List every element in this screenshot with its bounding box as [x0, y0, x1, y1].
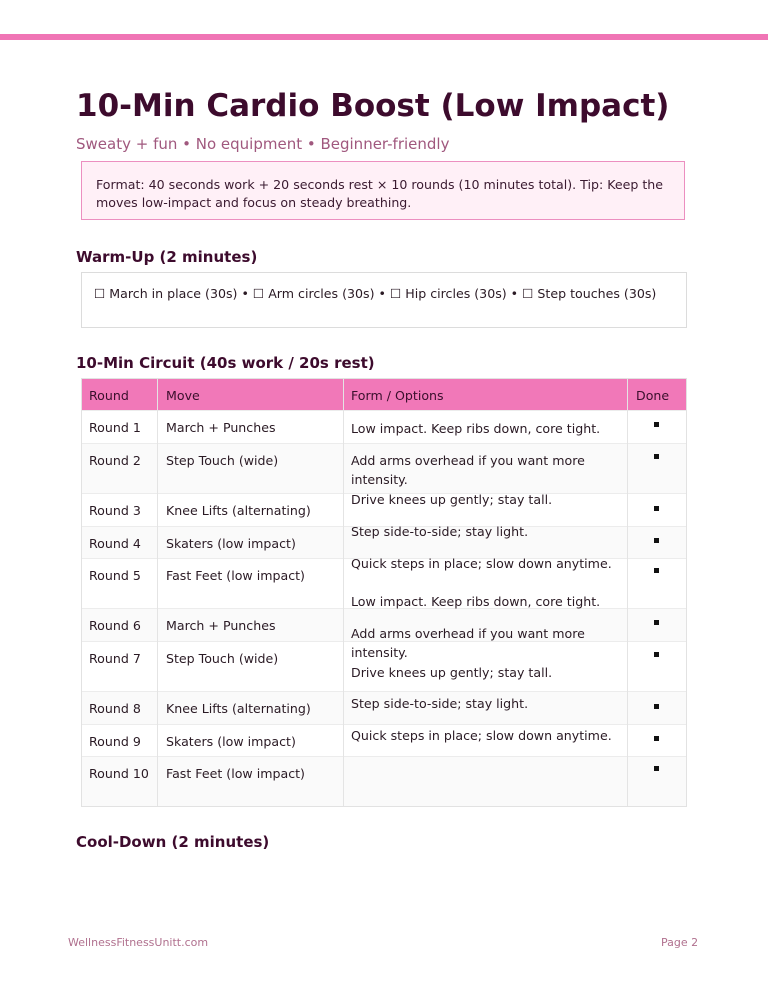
done-marker[interactable] — [654, 652, 659, 657]
round-cell: Round 3 — [89, 503, 141, 518]
form-options-cell: Low impact. Keep ribs down, core tight. — [351, 421, 601, 436]
footer-site: WellnessFitnessUnitt.com — [68, 936, 209, 949]
form-options-cell: Drive knees up gently; stay tall. — [351, 492, 553, 507]
circuit-heading: 10-Min Circuit (40s work / 20s rest) — [76, 354, 375, 372]
round-cell: Round 4 — [89, 536, 141, 551]
form-options-cell: Add arms overhead if you want more intensity. — [351, 453, 585, 487]
page-title: 10-Min Cardio Boost (Low Impact) — [76, 88, 670, 124]
form-options-cell: Add arms overhead if you want more intensity. — [351, 626, 585, 660]
done-marker[interactable] — [654, 736, 659, 741]
round-cell: Round 7 — [89, 651, 141, 666]
done-marker[interactable] — [654, 506, 659, 511]
move-cell: Fast Feet (low impact) — [166, 568, 305, 583]
round-cell: Round 9 — [89, 734, 141, 749]
column-header-form: Form / Options — [351, 388, 444, 403]
warmup-items: ☐ March in place (30s) • ☐ Arm circles (30s) • ☐ Hip circles (30s) • ☐ Step touches (30s) — [94, 286, 657, 301]
done-marker[interactable] — [654, 620, 659, 625]
move-cell: March + Punches — [166, 420, 276, 435]
page-subtitle: Sweaty + fun • No equipment • Beginner-friendly — [76, 135, 450, 153]
form-options-cell: Low impact. Keep ribs down, core tight. — [351, 594, 601, 609]
format-note-box — [81, 161, 685, 220]
format-note-text: Format: 40 seconds work + 20 seconds rest × 10 rounds (10 minutes total). Tip: Keep the moves low-impact and focus on steady breathing. — [96, 177, 664, 210]
done-marker[interactable] — [654, 422, 659, 427]
circuit-table — [81, 378, 687, 807]
round-cell: Round 6 — [89, 618, 141, 633]
column-header-done: Done — [636, 388, 670, 403]
top-accent-bar — [0, 34, 768, 40]
move-cell: Skaters (low impact) — [166, 536, 296, 551]
move-cell: Knee Lifts (alternating) — [166, 701, 311, 716]
form-options-cell: Step side-to-side; stay light. — [351, 696, 529, 711]
column-header-round: Round — [89, 388, 129, 403]
column-header-move: Move — [166, 388, 200, 403]
round-cell: Round 1 — [89, 420, 141, 435]
done-marker[interactable] — [654, 568, 659, 573]
move-cell: Knee Lifts (alternating) — [166, 503, 311, 518]
round-cell: Round 2 — [89, 453, 141, 468]
done-marker[interactable] — [654, 704, 659, 709]
move-cell: Step Touch (wide) — [166, 651, 279, 666]
form-options-cell: Step side-to-side; stay light. — [351, 524, 529, 539]
move-cell: March + Punches — [166, 618, 276, 633]
form-options-cell: Drive knees up gently; stay tall. — [351, 665, 553, 680]
warmup-box — [81, 272, 687, 328]
round-cell: Round 5 — [89, 568, 141, 583]
footer-page-number: Page 2 — [661, 936, 699, 949]
move-cell: Fast Feet (low impact) — [166, 766, 305, 781]
form-options-cell: Quick steps in place; slow down anytime. — [351, 728, 612, 743]
cooldown-heading: Cool-Down (2 minutes) — [76, 833, 270, 851]
move-cell: Step Touch (wide) — [166, 453, 279, 468]
round-cell: Round 10 — [89, 766, 149, 781]
done-marker[interactable] — [654, 766, 659, 771]
done-marker[interactable] — [654, 538, 659, 543]
round-cell: Round 8 — [89, 701, 141, 716]
form-options-cell: Quick steps in place; slow down anytime. — [351, 556, 612, 571]
move-cell: Skaters (low impact) — [166, 734, 296, 749]
done-marker[interactable] — [654, 454, 659, 459]
warmup-heading: Warm-Up (2 minutes) — [76, 248, 258, 266]
